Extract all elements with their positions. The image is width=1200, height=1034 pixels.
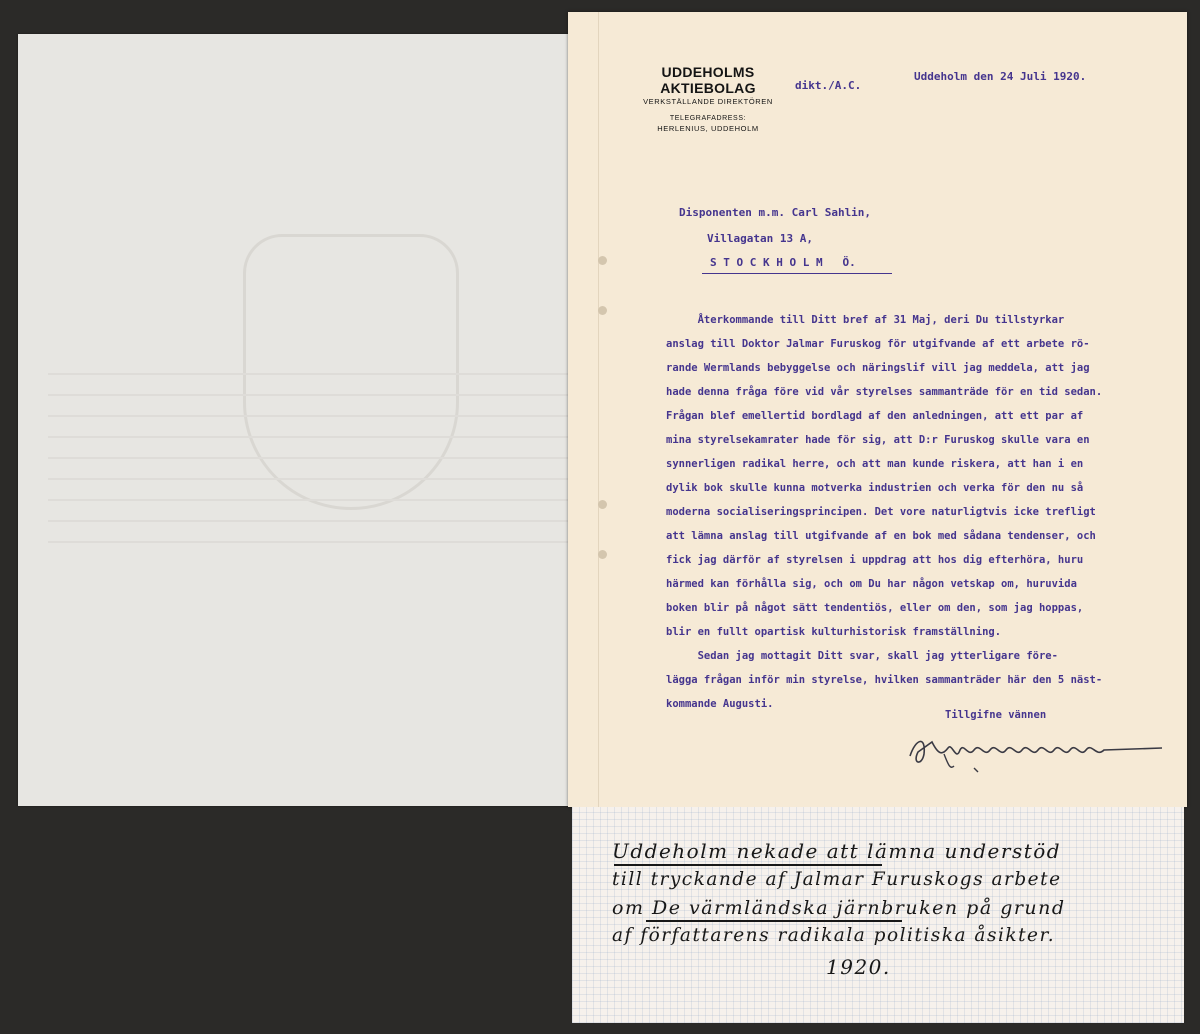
body-line: anslag till Doktor Jalmar Furuskog för utgifvande af ett arbete rö- [666, 338, 1090, 350]
note-line: till tryckande af Jalmar Furuskogs arbete [612, 869, 1062, 890]
body-line: lägga frågan inför min styrelse, hvilken sammanträder här den 5 näst- [666, 674, 1103, 686]
body-line: synnerligen radikal herre, och att man kunde riskera, att han i en [666, 458, 1084, 470]
note-line: Uddeholm nekade att lämna understöd [612, 839, 1062, 863]
body-line: kommande Augusti. [666, 698, 774, 710]
reference-mark: dikt./A.C. [795, 79, 862, 92]
body-line: rande Wermlands bebyggelse och näringslif vill jag meddela, att jag [666, 362, 1090, 374]
date-line: Uddeholm den 24 Juli 1920. [914, 70, 1087, 83]
letterhead-department: VERKSTÄLLANDE DIREKTÖREN [643, 97, 773, 106]
body-line: att lämna anslag till utgifvande af en bok med sådana tendenser, och [666, 530, 1096, 542]
body-line: Sedan jag mottagit Ditt svar, skall jag ytterligare före- [666, 650, 1058, 662]
city-underline [702, 273, 892, 274]
body-line: hade denna fråga före vid vår styrelses sammanträde för en tid sedan. [666, 386, 1103, 398]
body-line: mina styrelsekamrater hade för sig, att D:r Furuskog skulle vara en [666, 434, 1090, 446]
note-underline [614, 864, 882, 866]
closing: Tillgifne vännen [945, 709, 1047, 721]
body-line: härmed kan förhålla sig, och om Du har någon vetskap om, huruvida [666, 578, 1077, 590]
note-underline [646, 920, 902, 922]
letterhead-telegraph-label: TELEGRAFADRESS: [669, 115, 747, 122]
letterhead-telegraph-address: HERLENIUS, UDDEHOLM [657, 124, 759, 133]
signature [904, 724, 1174, 774]
bleed-through-text [48, 354, 568, 562]
punch-hole [598, 306, 607, 315]
recipient-street: Villagatan 13 A, [707, 232, 813, 245]
note-line: af författarens radikala politiska åsikter. [612, 925, 1056, 946]
body-line: fick jag därför af styrelsen i uppdrag att hos dig efterhöra, huru [666, 554, 1084, 566]
note-line: 1920. [826, 955, 891, 979]
recipient-city: S T O C K H O L M Ö. [710, 256, 856, 269]
punch-hole [598, 256, 607, 265]
note-line: om De värmländska järnbruken på grund [612, 897, 1066, 919]
body-line: blir en fullt opartisk kulturhistorisk framställning. [666, 626, 1002, 638]
body-line: Återkommande till Ditt bref af 31 Maj, deri Du tillstyrkar [666, 314, 1065, 326]
recipient-name: Disponenten m.m. Carl Sahlin, [679, 206, 872, 219]
backing-sheet [18, 34, 608, 806]
letterhead [623, 64, 793, 133]
body-line: boken blir på något sätt tendentiös, eller om den, som jag hoppas, [666, 602, 1084, 614]
body-line: Frågan blef emellertid bordlagd af den anledningen, att ett par af [666, 410, 1084, 422]
letter-sheet [568, 12, 1187, 807]
punch-hole [598, 500, 607, 509]
punch-hole [598, 550, 607, 559]
body-line: moderna socialiseringsprincipen. Det vore naturligtvis icke trefligt [666, 506, 1096, 518]
handwritten-note [572, 807, 1184, 1023]
fold-line [598, 12, 599, 807]
letterhead-company: UDDEHOLMS AKTIEBOLAG [660, 64, 756, 96]
body-line: dylik bok skulle kunna motverka industrien och verka för den nu så [666, 482, 1084, 494]
